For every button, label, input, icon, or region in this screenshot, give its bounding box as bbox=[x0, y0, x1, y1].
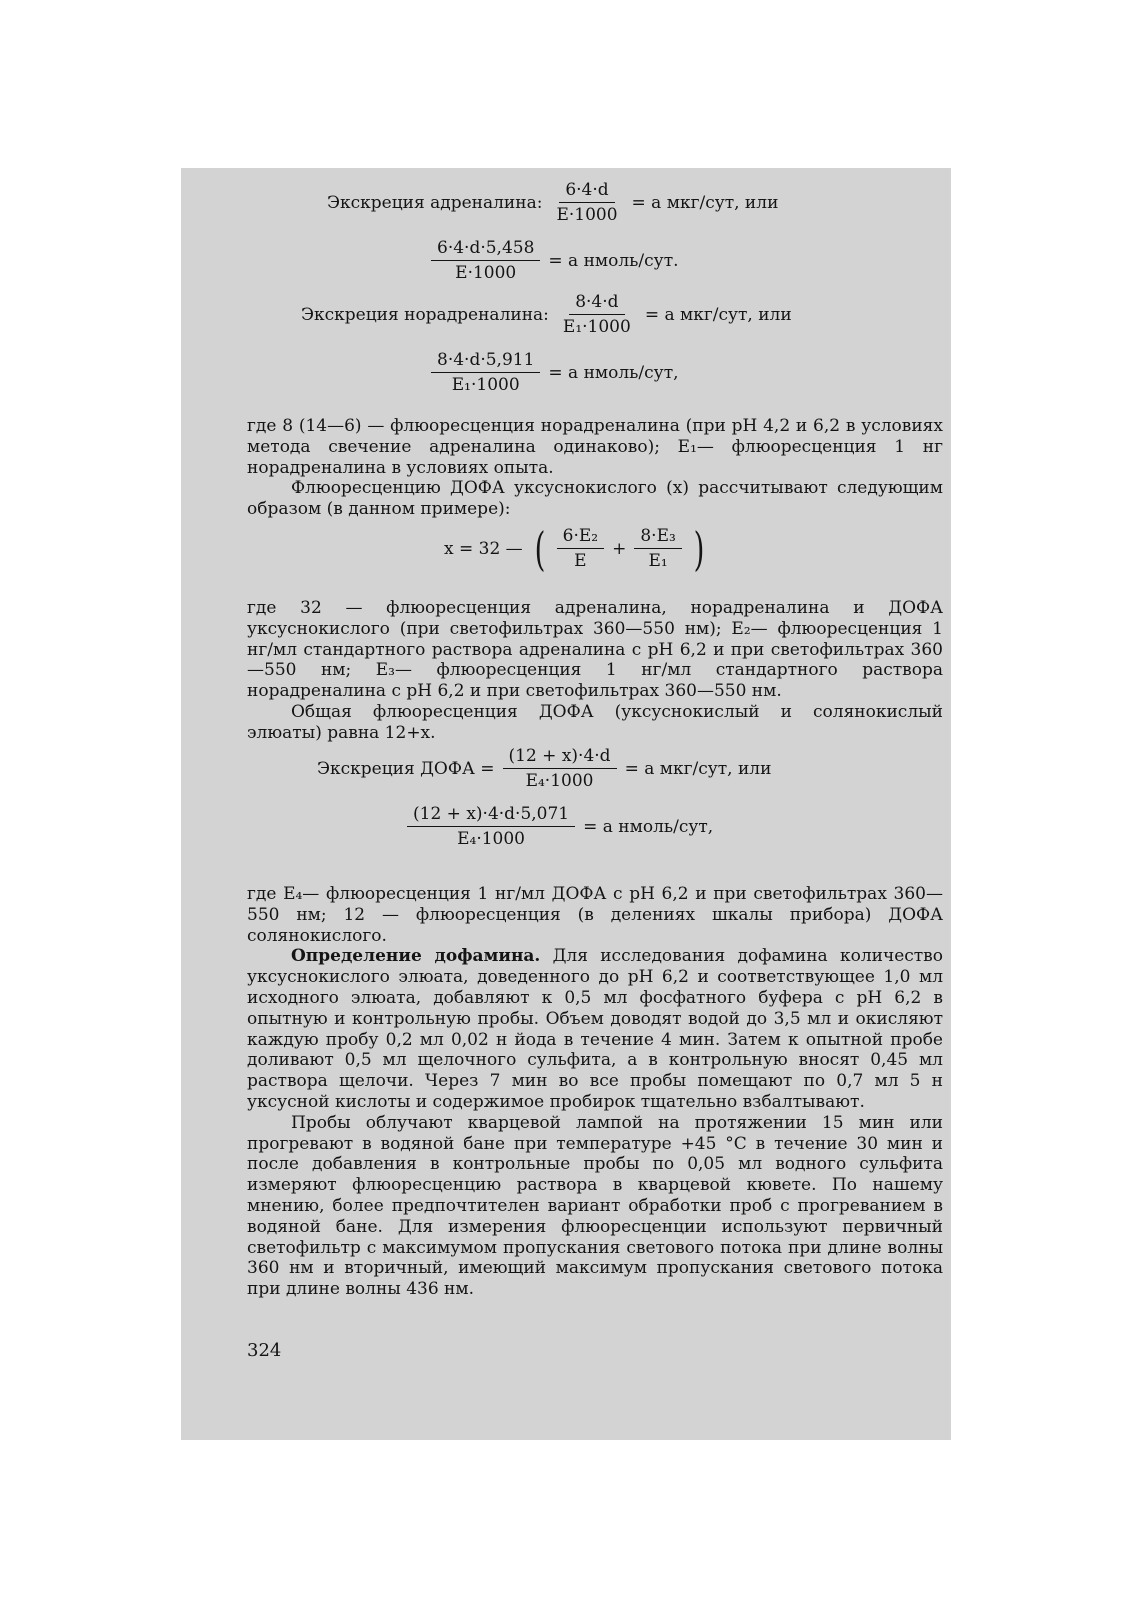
formula-result: = a мкг/сут, или bbox=[644, 304, 792, 325]
section-heading: Определение дофамина. bbox=[291, 946, 541, 967]
fraction bbox=[557, 292, 637, 337]
formula-x bbox=[444, 521, 708, 576]
fraction bbox=[550, 180, 623, 225]
left-paren: ( bbox=[534, 521, 546, 576]
formula-result: = a мкг/сут, или bbox=[624, 758, 772, 779]
formula-adrenaline-nmol bbox=[431, 238, 679, 283]
fraction bbox=[503, 746, 617, 791]
paragraph: Общая флюоресценция ДОФА (уксуснокислый и солянокислый элюаты) равна 12+x. bbox=[247, 701, 943, 743]
formula-result: = a нмоль/сут, bbox=[548, 362, 679, 383]
formula-result: = a мкг/сут, или bbox=[631, 192, 779, 213]
formula-result: = a нмоль/сут, bbox=[583, 816, 714, 837]
numerator: (12 + x)·4·d·5,071 bbox=[407, 804, 575, 827]
fraction bbox=[634, 526, 681, 571]
text-block-1 bbox=[247, 416, 943, 520]
paragraph bbox=[247, 946, 943, 1112]
paragraph: Пробы облучают кварцевой лампой на протяжении 15 мин или прогревают в водяной бане при температуре +45 °C в течение 30 мин и после добавления в контрольные пробы по 0,05 мл водного сульфита измеряют флюоресценцию раствора в кварцевой кювете. По нашему мнению, более предпочтителен вариант обработки проб с прогреванием в водяной бане. Для измерения флюоресценции используют первичный светофильтр с максимумом пропускания светового потока при длине волны 360 нм и вторичный, имеющий максимум пропускания светового потока при длине волны 436 нм. bbox=[247, 1112, 943, 1300]
fraction bbox=[431, 238, 540, 283]
plus-sign: + bbox=[612, 538, 627, 559]
formula-lead: Экскреция адреналина: bbox=[327, 192, 543, 213]
denominator: E₁·1000 bbox=[451, 375, 520, 395]
formula-result: = a нмоль/сут. bbox=[548, 250, 679, 271]
paragraph: где 8 (14—6) — флюоресценция норадреналина (при pH 4,2 и 6,2 в условиях метода свечение адреналина одинаково); E₁— флюоресценция 1 нг норадреналина в условиях опыта. bbox=[247, 416, 943, 478]
formula-dopa-nmol bbox=[407, 804, 713, 849]
paragraph-text: Для исследования дофамина количество уксуснокислого элюата, доведенного до pH 6,2 и соответствующее 1,0 мл исходного элюата, добавляют к 0,5 мл фосфатного буфера с pH 6,2 в опытную и контрольную пробы. Объем доводят водой до 3,5 мл и окисляют каждую пробу 0,2 мл 0,02 н йода в течение 4 мин. Затем к опытной пробе доливают 0,5 мл щелочного сульфита, а в контрольную вносят 0,45 мл раствора щелочи. Через 7 мин во все пробы помещают по 0,7 мл 5 н уксусной кислоты и содержимое пробирок тщательно взбалтывают. bbox=[247, 946, 943, 1112]
formula-lead: Экскреция ДОФА = bbox=[317, 758, 495, 779]
numerator: (12 + x)·4·d bbox=[503, 746, 617, 769]
right-paren: ) bbox=[693, 521, 705, 576]
paragraph: где E₄— флюоресценция 1 нг/мл ДОФА с pH 6,2 и при светофильтрах 360—550 нм; 12 — флюоресценция (в делениях шкалы прибора) ДОФА солянокислого. bbox=[247, 884, 943, 946]
scanned-page bbox=[181, 168, 951, 1440]
denominator: E₁ bbox=[648, 551, 668, 571]
fraction bbox=[557, 526, 604, 571]
formula-noradrenaline-mcg bbox=[301, 292, 792, 337]
numerator: 8·4·d·5,911 bbox=[431, 350, 540, 373]
paragraph: Флюоресценцию ДОФА уксуснокислого (x) рассчитывают следующим образом (в данном примере): bbox=[247, 478, 943, 520]
formula-dopa-mcg bbox=[317, 746, 771, 791]
formula-lead: Экскреция норадреналина: bbox=[301, 304, 549, 325]
fraction bbox=[407, 804, 575, 849]
numerator: 6·4·d bbox=[559, 180, 614, 203]
formula-adrenaline-mcg bbox=[327, 180, 778, 225]
denominator: E₄·1000 bbox=[525, 771, 594, 791]
denominator: E₁·1000 bbox=[562, 317, 631, 337]
text-block-3 bbox=[247, 884, 943, 1300]
numerator: 8·4·d bbox=[569, 292, 624, 315]
text-block-2 bbox=[247, 598, 943, 744]
fraction bbox=[431, 350, 540, 395]
numerator: 6·E₂ bbox=[557, 526, 604, 549]
page-number: 324 bbox=[247, 1340, 282, 1361]
paragraph: где 32 — флюоресценция адреналина, норадреналина и ДОФА уксуснокислого (при светофильтрах 360—550 нм); E₂— флюоресценция 1 нг/мл стандартного раствора адреналина с pH 6,2 и при светофильтрах 360—550 нм; E₃— флюоресценция 1 нг/мл стандартного раствора норадреналина с pH 6,2 и при светофильтрах 360—550 нм. bbox=[247, 598, 943, 702]
denominator: E·1000 bbox=[556, 205, 618, 225]
numerator: 8·E₃ bbox=[634, 526, 681, 549]
denominator: E₄·1000 bbox=[457, 829, 526, 849]
numerator: 6·4·d·5,458 bbox=[431, 238, 540, 261]
denominator: E bbox=[574, 551, 587, 571]
formula-noradrenaline-nmol bbox=[431, 350, 679, 395]
denominator: E·1000 bbox=[455, 263, 517, 283]
formula-lead: x = 32 — bbox=[444, 538, 523, 559]
